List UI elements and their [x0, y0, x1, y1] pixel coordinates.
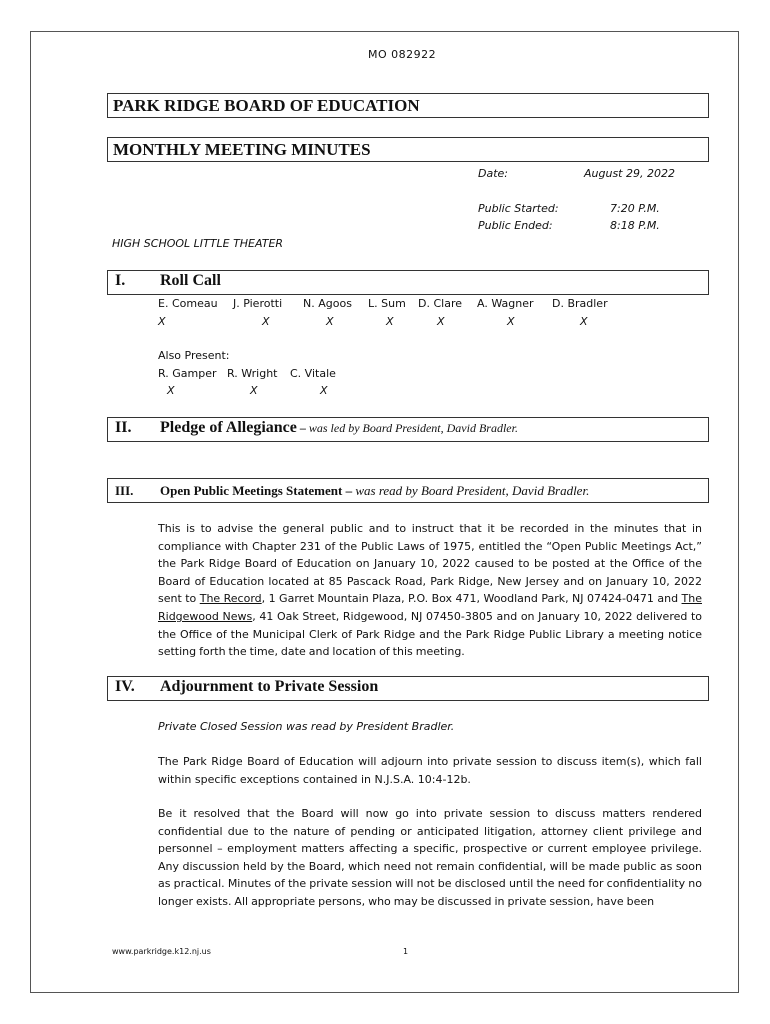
attendance-mark: X [262, 315, 270, 328]
newspaper-record: The Record [199, 592, 262, 606]
member-name: L. Sum [368, 297, 406, 310]
page-number: 1 [403, 947, 409, 956]
section-adjournment-header [107, 676, 709, 701]
meeting-location: HIGH SCHOOL LITTLE THEATER [112, 237, 284, 250]
section-note: was led by Board President, David Bradler. [308, 421, 518, 435]
section-title-line [160, 483, 589, 499]
attendance-mark: X [167, 384, 175, 397]
title-dash: – [296, 421, 309, 435]
section-number: II. [115, 419, 132, 436]
board-title-box [107, 93, 709, 118]
attendance-mark: X [250, 384, 258, 397]
attendance-mark: X [326, 315, 334, 328]
opma-text: , 41 Oak Street, Ridgewood, NJ 07450-3805 and on January 10, 2022 delivered to the Office of the Municipal Clerk of Park Ridge and the Park Ridge Public Library a meeting notice setting forth the time, date and location of this meeting. [158, 609, 703, 659]
member-name: C. Vitale [290, 367, 336, 380]
member-name: R. Gamper [158, 367, 217, 380]
member-name: A. Wagner [477, 297, 534, 310]
minutes-title: MONTHLY MEETING MINUTES [113, 140, 371, 159]
member-name: D. Bradler [552, 297, 608, 310]
adjournment-paragraph: The Park Ridge Board of Education will adjourn into private session to discuss item(s), which fall within specific exceptions contained in N.J.S.A. 10:4-12b. [158, 755, 702, 786]
attendance-mark: X [158, 315, 166, 328]
opma-statement [158, 520, 702, 661]
section-opma-header [107, 478, 709, 503]
adjournment-intro: Private Closed Session was read by President Bradler. [158, 720, 455, 733]
attendance-mark: X [507, 315, 515, 328]
newspaper-ridgewood: The Ridgewood News [158, 592, 702, 623]
date-value: August 29, 2022 [584, 167, 675, 180]
minutes-title-box [107, 137, 709, 162]
section-title: Roll Call [160, 272, 221, 289]
member-name: R. Wright [227, 367, 278, 380]
document-code: MO 082922 [368, 48, 437, 61]
section-pledge-header [107, 417, 709, 442]
date-label: Date: [478, 167, 508, 180]
member-name: E. Comeau [158, 297, 218, 310]
public-started-label: Public Started: [478, 202, 559, 215]
footer-url: www.parkridge.k12.nj.us [112, 947, 211, 956]
member-name: J. Pierotti [233, 297, 283, 310]
attendance-mark: X [320, 384, 328, 397]
section-title-line [160, 419, 518, 437]
title-dash: – [342, 483, 356, 498]
member-name: N. Agoos [303, 297, 352, 310]
attendance-mark: X [386, 315, 394, 328]
section-title: Open Public Meetings Statement [160, 483, 343, 498]
section-number: IV. [115, 678, 135, 695]
section-number: III. [115, 483, 134, 498]
attendance-mark: X [437, 315, 445, 328]
section-title: Pledge of Allegiance [160, 419, 297, 436]
section-title: Adjournment to Private Session [160, 678, 379, 695]
also-present-label: Also Present: [158, 349, 230, 362]
public-ended-label: Public Ended: [478, 219, 553, 232]
resolution-paragraph: Be it resolved that the Board will now go into private session to discuss matters rendered confidential due to the nature of pending or anticipated litigation, attorney client privilege and personnel – employment matters affecting a specific, prospective or current employee privilege. Any discussion held by the Board, which need not remain confidential, will be made public as soon as practical. Minutes of the private session will not be disclosed until the need for confidentiality no longer exists. All appropriate persons, who may be discussed in private session, have been [158, 807, 702, 908]
opma-text: , 1 Garret Mountain Plaza, P.O. Box 471, Woodland Park, NJ 07424-0471 and [261, 592, 682, 606]
section-roll-call-header [107, 270, 709, 295]
opma-text: This is to advise the general public and to instruct that it be recorded in the minutes that in compliance with Chapter 231 of the Public Laws of 1975, entitled the “Open Public Meetings Act,” the Park Ridge Board of Education on January 10, 2022 caused to be posted at the Office of the Board of Education located at 85 Pascack Road, Park Ridge, New Jersey and on January 10, 2022 sent to [158, 522, 702, 606]
public-started-value: 7:20 P.M. [610, 202, 660, 215]
attendance-mark: X [580, 315, 588, 328]
board-title: PARK RIDGE BOARD OF EDUCATION [113, 96, 420, 115]
section-number: I. [115, 272, 126, 289]
section-note: was read by Board President, David Bradler. [355, 483, 590, 498]
public-ended-value: 8:18 P.M. [610, 219, 660, 232]
member-name: D. Clare [418, 297, 462, 310]
